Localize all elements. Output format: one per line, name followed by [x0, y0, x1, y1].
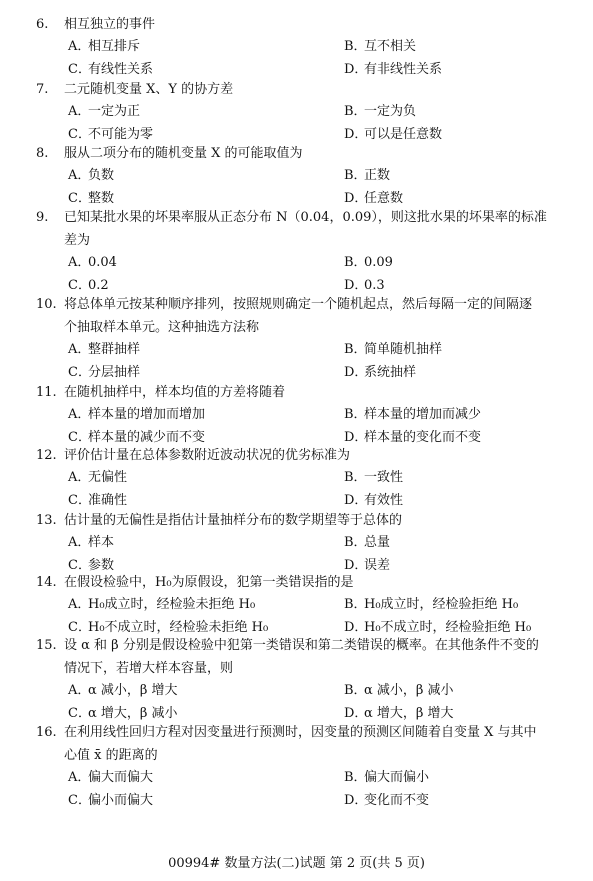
question-number: 8. [36, 146, 49, 161]
option-text: 整数 [88, 191, 115, 206]
option-a [68, 407, 205, 423]
option-label: D． [344, 62, 368, 77]
option-b [344, 342, 442, 358]
question-number: 14. [36, 575, 57, 590]
option-text: H₀成立时，经检验未拒绝 H₀ [88, 597, 256, 612]
question-number: 7. [36, 82, 49, 97]
option-label: C． [68, 365, 91, 380]
option-c [68, 278, 109, 294]
option-text: 参数 [88, 558, 115, 573]
option-b [344, 168, 390, 184]
question-text: 在随机抽样中，样本均值的方差将随着 [64, 385, 286, 400]
option-text: 有效性 [364, 493, 404, 508]
question-stem [36, 146, 303, 162]
question-text: 差为 [64, 233, 91, 248]
option-label: B． [344, 39, 367, 54]
option-b [344, 683, 454, 699]
option-text: 一定为负 [364, 104, 417, 119]
question-stem [36, 638, 539, 654]
option-text: H₀成立时，经检验拒绝 H₀ [364, 597, 519, 612]
option-label: A． [68, 407, 91, 422]
option-text: 准确性 [88, 493, 128, 508]
option-text: 样本 [88, 535, 115, 550]
question-number: 6. [36, 17, 49, 32]
option-d [344, 430, 481, 446]
option-text: 正数 [364, 168, 391, 183]
question-stem [36, 725, 537, 741]
question-text: 在利用线性回归方程对因变量进行预测时，因变量的预测区间随着自变量 X 与其中 [64, 725, 537, 740]
option-c [68, 430, 205, 446]
option-text: α 增大，β 增大 [364, 706, 454, 721]
question-stem [36, 575, 354, 591]
option-label: B． [344, 168, 367, 183]
option-label: D． [344, 365, 368, 380]
option-b [344, 770, 429, 786]
option-text: 样本量的减少而不变 [88, 430, 206, 445]
option-text: 偏大而偏大 [88, 770, 154, 785]
option-text: 无偏性 [88, 470, 128, 485]
option-label: C． [68, 706, 91, 721]
option-a [68, 683, 178, 699]
option-b [344, 597, 518, 613]
option-label: D． [344, 191, 368, 206]
option-text: 系统抽样 [364, 365, 417, 380]
option-text: 整群抽样 [88, 342, 141, 357]
option-d [344, 278, 385, 294]
question-stem [36, 82, 233, 98]
question-text: 将总体单元按某种顺序排列，按照规则确定一个随机起点，然后每隔一定的间隔逐 [64, 297, 533, 312]
option-c [68, 191, 114, 207]
option-label: B． [344, 535, 367, 550]
option-d [344, 365, 416, 381]
question-stem-continued [64, 233, 90, 249]
option-text: 可以是任意数 [364, 127, 443, 142]
option-text: H₀不成立时，经检验未拒绝 H₀ [88, 620, 269, 635]
option-label: B． [344, 770, 367, 785]
option-label: B． [344, 255, 367, 270]
question-text: 服从二项分布的随机变量 X 的可能取值为 [64, 146, 303, 161]
option-text: 相互排斥 [88, 39, 141, 54]
option-text: 负数 [88, 168, 115, 183]
option-c [68, 493, 127, 509]
question-stem [36, 513, 402, 529]
option-text: 误差 [364, 558, 391, 573]
option-a [68, 255, 117, 271]
option-b [344, 255, 393, 271]
option-label: A． [68, 470, 91, 485]
option-text: H₀不成立时，经检验拒绝 H₀ [364, 620, 532, 635]
option-text: 偏小而偏大 [88, 793, 154, 808]
option-text: 有非线性关系 [364, 62, 443, 77]
option-b [344, 470, 403, 486]
option-text: 总量 [364, 535, 391, 550]
option-a [68, 597, 255, 613]
option-label: C． [68, 62, 91, 77]
option-text: 分层抽样 [88, 365, 141, 380]
option-label: D． [344, 558, 368, 573]
option-text: 0.09 [364, 255, 393, 270]
question-text: 心值 x̄ 的距离的 [64, 748, 158, 763]
question-number: 10. [36, 297, 57, 312]
option-label: D． [344, 620, 368, 635]
option-text: 样本量的变化而不变 [364, 430, 482, 445]
option-label: C． [68, 493, 91, 508]
option-c [68, 706, 178, 722]
option-c [68, 620, 268, 636]
option-b [344, 535, 390, 551]
option-label: B． [344, 342, 367, 357]
question-stem [36, 385, 285, 401]
option-c [68, 127, 153, 143]
option-text: 一致性 [364, 470, 404, 485]
option-d [344, 493, 403, 509]
question-text: 二元随机变量 X、Y 的协方差 [64, 82, 234, 97]
question-text: 已知某批水果的坏果率服从正态分布 N（0.04，0.09），则这批水果的坏果率的标准 [64, 210, 547, 225]
option-a [68, 104, 140, 120]
option-c [68, 365, 140, 381]
option-label: B． [344, 683, 367, 698]
option-label: D． [344, 493, 368, 508]
question-stem-continued [64, 320, 259, 336]
option-text: 不可能为零 [88, 127, 154, 142]
option-label: B． [344, 104, 367, 119]
option-label: D． [344, 706, 368, 721]
question-number: 16. [36, 725, 57, 740]
option-text: 互不相关 [364, 39, 417, 54]
option-label: A． [68, 168, 91, 183]
option-d [344, 558, 390, 574]
question-number: 9. [36, 210, 49, 225]
option-label: D． [344, 127, 368, 142]
option-d [344, 706, 454, 722]
option-d [344, 127, 442, 143]
option-text: α 减小，β 增大 [88, 683, 178, 698]
option-a [68, 470, 127, 486]
option-text: 偏大而偏小 [364, 770, 430, 785]
option-label: B． [344, 407, 367, 422]
option-label: C． [68, 127, 91, 142]
option-a [68, 342, 140, 358]
question-text: 评价估计量在总体参数附近波动状况的优劣标准为 [64, 448, 351, 463]
option-label: A． [68, 255, 91, 270]
question-text: 相互独立的事件 [64, 17, 156, 32]
option-text: 变化而不变 [364, 793, 430, 808]
question-number: 11. [36, 385, 57, 400]
option-label: D． [344, 278, 368, 293]
option-d [344, 793, 429, 809]
option-label: A． [68, 342, 91, 357]
option-label: D． [344, 793, 368, 808]
option-label: C． [68, 278, 91, 293]
option-label: C． [68, 191, 91, 206]
option-text: 样本量的增加而增加 [88, 407, 206, 422]
option-text: α 增大，β 减小 [88, 706, 178, 721]
option-label: C． [68, 430, 91, 445]
question-number: 13. [36, 513, 57, 528]
question-text: 个抽取样本单元。这种抽选方法称 [64, 320, 260, 335]
option-b [344, 407, 481, 423]
question-stem [36, 448, 350, 464]
option-label: A． [68, 535, 91, 550]
option-d [344, 191, 403, 207]
option-label: C． [68, 620, 91, 635]
option-label: C． [68, 558, 91, 573]
option-label: B． [344, 470, 367, 485]
question-text: 情况下，若增大样本容量，则 [64, 661, 234, 676]
question-stem [36, 297, 532, 313]
option-label: C． [68, 793, 91, 808]
question-stem [36, 17, 155, 33]
question-text: 设 α 和 β 分别是假设检验中犯第一类错误和第二类错误的概率。在其他条件不变的 [64, 638, 539, 653]
question-number: 15. [36, 638, 57, 653]
question-stem [36, 210, 547, 226]
option-label: A． [68, 770, 91, 785]
option-text: 任意数 [364, 191, 404, 206]
option-a [68, 168, 114, 184]
option-text: 样本量的增加而减少 [364, 407, 482, 422]
option-label: A． [68, 597, 91, 612]
option-a [68, 39, 140, 55]
option-d [344, 620, 531, 636]
option-label: A． [68, 683, 91, 698]
option-label: D． [344, 430, 368, 445]
option-text: 0.3 [364, 278, 385, 293]
option-text: 0.2 [88, 278, 109, 293]
option-d [344, 62, 442, 78]
question-text: 在假设检验中，H₀为原假设，犯第一类错误指的是 [64, 575, 354, 590]
option-c [68, 62, 153, 78]
question-text: 估计量的无偏性是指估计量抽样分布的数学期望等于总体的 [64, 513, 403, 528]
option-label: A． [68, 104, 91, 119]
option-text: 一定为正 [88, 104, 141, 119]
page-footer: 00994# 数量方法(二)试题 第 2 页(共 5 页) [168, 856, 425, 871]
option-label: A． [68, 39, 91, 54]
option-text: 有线性关系 [88, 62, 154, 77]
option-label: B． [344, 597, 367, 612]
option-b [344, 39, 416, 55]
option-a [68, 535, 114, 551]
option-text: α 减小，β 减小 [364, 683, 454, 698]
option-text: 简单随机抽样 [364, 342, 443, 357]
option-text: 0.04 [88, 255, 117, 270]
option-c [68, 793, 153, 809]
option-a [68, 770, 153, 786]
option-b [344, 104, 416, 120]
option-c [68, 558, 114, 574]
question-stem-continued [64, 748, 158, 764]
question-number: 12. [36, 448, 57, 463]
question-stem-continued [64, 661, 233, 677]
